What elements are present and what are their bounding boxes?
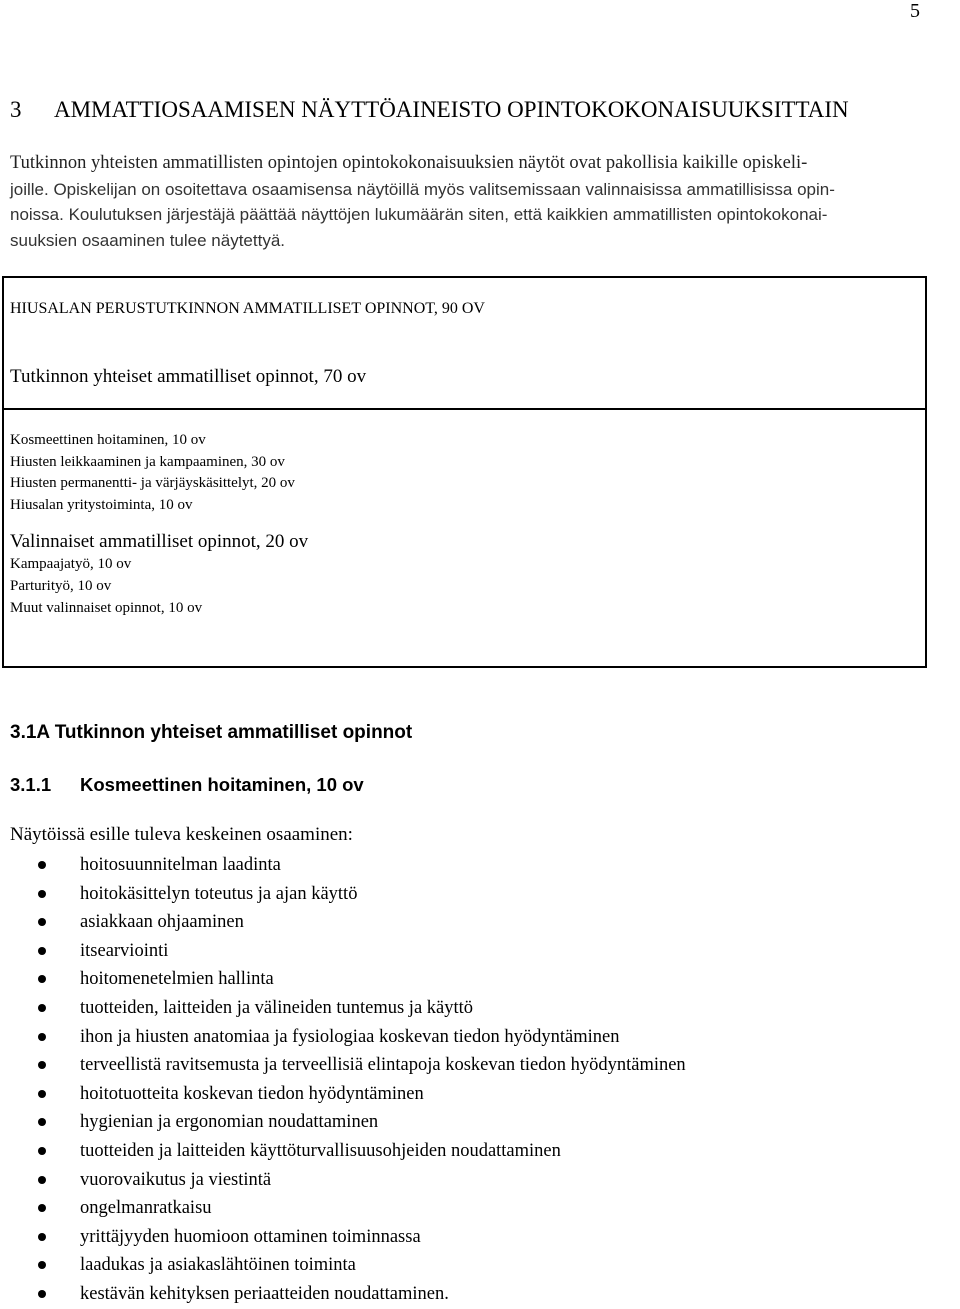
bullet-icon — [38, 1176, 46, 1184]
intro-line: noissa. Koulutuksen järjestäjä päättää näyttöjen lukumäärän siten, että kaikkien ammatillisten opintokokonai- — [10, 205, 828, 224]
bullet-icon — [38, 1033, 46, 1041]
chapter-title: AMMATTIOSAAMISEN NÄYTTÖAINEISTO OPINTOKOKONAISUUKSITTAIN — [54, 97, 849, 122]
bullet-icon — [38, 1147, 46, 1155]
list-item: tuotteiden, laitteiden ja välineiden tuntemus ja käyttö — [0, 994, 960, 1023]
intro-line: suuksien osaaminen tulee näytettyä. — [10, 230, 286, 250]
common-study-item: Hiusten permanentti- ja värjäyskäsittelyt, 20 ov — [10, 475, 295, 492]
box-header — [4, 278, 925, 410]
box-body — [4, 410, 925, 619]
list-item: terveellistä ravitsemusta ja terveellisiä elintapoja koskevan tiedon hyödyntäminen — [0, 1051, 960, 1080]
list-item: hygienian ja ergonomian noudattaminen — [0, 1108, 960, 1137]
list-item: kestävän kehityksen periaatteiden noudattaminen. — [0, 1280, 960, 1309]
box-title: HIUSALAN PERUSTUTKINNON AMMATILLISET OPINNOT, 90 OV — [10, 300, 485, 317]
bullet-icon — [38, 861, 46, 869]
elective-study-item: Parturityö, 10 ov — [10, 577, 112, 594]
elective-study-item: Kampaajatyö, 10 ov — [10, 556, 132, 573]
common-study-item: Hiusalan yritystoiminta, 10 ov — [10, 496, 193, 513]
bullet-icon — [38, 1261, 46, 1269]
bullet-icon — [38, 890, 46, 898]
list-item: itsearviointi — [0, 937, 960, 966]
competence-lead: Näytöissä esille tuleva keskeinen osaaminen: — [10, 824, 353, 845]
elective-study-item: Muut valinnaiset opinnot, 10 ov — [10, 599, 203, 616]
bullet-icon — [38, 975, 46, 983]
elective-studies-title: Valinnaiset ammatilliset opinnot, 20 ov — [10, 531, 309, 553]
chapter-number: 3 — [10, 97, 22, 122]
common-study-item: Hiusten leikkaaminen ja kampaaminen, 30 ov — [10, 453, 285, 470]
common-study-item: Kosmeettinen hoitaminen, 10 ov — [10, 432, 206, 448]
bullet-icon — [38, 918, 46, 926]
bullet-icon — [38, 1118, 46, 1126]
list-item: ihon ja hiusten anatomiaa ja fysiologiaa koskevan tiedon hyödyntäminen — [0, 1023, 960, 1052]
intro-line: joille. Opiskelijan on osoitettava osaamisensa näytöillä myös valitsemissaan valinnaisissa ammatillisissa opin- — [10, 179, 835, 199]
list-item: vuorovaikutus ja viestintä — [0, 1166, 960, 1195]
bullet-icon — [38, 1233, 46, 1241]
bullet-icon — [38, 1290, 46, 1298]
box-subtitle: Tutkinnon yhteiset ammatilliset opinnot, 70 ov — [10, 366, 367, 387]
qualification-structure-box — [2, 276, 927, 668]
competence-list — [0, 851, 960, 1309]
list-item: yrittäjyyden huomioon ottaminen toiminnassa — [0, 1223, 960, 1252]
subsection-number: 3.1.1 — [10, 774, 52, 795]
subsection-heading — [10, 774, 364, 796]
chapter-heading — [10, 97, 849, 123]
bullet-icon — [38, 1061, 46, 1069]
list-item: tuotteiden ja laitteiden käyttöturvallisuusohjeiden noudattaminen — [0, 1137, 960, 1166]
list-item: ongelmanratkaisu — [0, 1194, 960, 1223]
list-item: asiakkaan ohjaaminen — [0, 908, 960, 937]
page-number: 5 — [910, 0, 920, 22]
list-item: laadukas ja asiakaslähtöinen toiminta — [0, 1251, 960, 1280]
bullet-icon — [38, 947, 46, 955]
list-item: hoitokäsittelyn toteutus ja ajan käyttö — [0, 880, 960, 909]
bullet-icon — [38, 1004, 46, 1012]
list-item: hoitosuunnitelman laadinta — [0, 851, 960, 880]
list-item: hoitomenetelmien hallinta — [0, 965, 960, 994]
list-item: hoitotuotteita koskevan tiedon hyödyntäminen — [0, 1080, 960, 1109]
section-heading: 3.1A Tutkinnon yhteiset ammatilliset opinnot — [10, 722, 413, 743]
bullet-icon — [38, 1090, 46, 1098]
intro-line: Tutkinnon yhteisten ammatillisten opintojen opintokokonaisuuksien näytöt ovat pakollisia kaikille opiskeli- — [10, 153, 808, 173]
bullet-icon — [38, 1204, 46, 1212]
subsection-title: Kosmeettinen hoitaminen, 10 ov — [80, 774, 364, 795]
intro-paragraph — [10, 151, 950, 253]
